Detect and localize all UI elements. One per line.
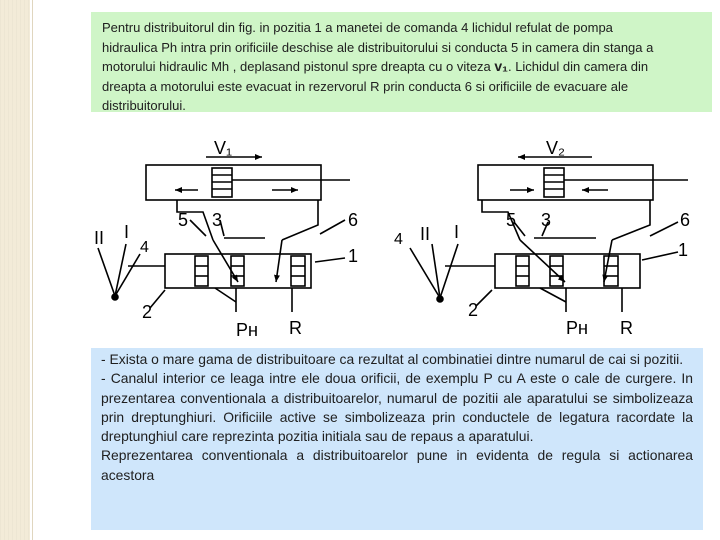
left-label-2: 2 [142,302,153,322]
right-lever-pivot [437,296,443,302]
left-velocity-label: V₁ [214,138,233,158]
right-velocity-label: V₂ [546,138,565,158]
right-label-3: 3 [541,210,552,230]
intro-line-3-end: . Lichidul din camera din [507,59,649,74]
intro-line-2: hidraulica Ph intra prin orificiile deschise ale distribuitorului si conducta 5 in camera din stanga a [102,39,654,55]
explanation-paragraph-3: Reprezentarea conventionala a distribuitoarelor pune in evidenta de regula si actionarea acestora [101,447,693,483]
left-label-3: 3 [212,210,223,230]
left-cylinder [146,165,321,200]
right-lever-label-4: 4 [394,231,403,248]
right-label-1: 1 [678,240,689,260]
explanation-text-box [91,348,703,530]
intro-line-5: distribuitorului. [102,98,186,113]
right-lever-position-I [440,244,458,298]
left-diagram [98,157,350,312]
right-label-5: 5 [506,210,517,230]
right-label-6: 6 [680,210,691,230]
right-port-return: R [620,318,633,338]
intro-line-1: Pentru distribuitorul din fig. in pozitia 1 a manetei de comanda 4 lichidul refulat de pompa [102,20,613,35]
left-lever-position-II [98,248,115,296]
left-valve-body [165,254,311,288]
right-port-pump: Pʜ [566,318,588,338]
explanation-paragraph-2: - Canalul interior ce leaga intre ele doua orificii, de exemplu P cu A este o cale de curgere. In prezentarea conventionala a distribuitoarelor, numarul de pozitii ale aparatului se simbolizeaza prin dreptunghiuri. Orificiile active se simbolizeaza prin conductele de legatura racordate la dreptunghiul care reprezinta pozitia initiala sau de repaus a aparatului. [101,370,693,445]
left-port-return: R [289,318,302,338]
left-lever-label-II: II [94,228,105,248]
right-cylinder [478,165,653,200]
right-lever-label-II: II [420,224,431,244]
intro-line-4: dreapta a motorului este evacuat in rezervorul R prin conducta 6 si orificiile de evacuare ale [102,78,629,94]
left-lever-label-I: I [124,222,130,242]
right-lever-label-I: I [454,222,460,242]
intro-line-3-start: motorului hidraulic Mh , deplasand pistonul spre dreapta cu o viteza [102,59,495,74]
left-lever-label-4: 4 [140,239,149,256]
velocity-symbol: v₁ [494,58,508,74]
left-label-6: 6 [348,210,359,230]
left-lever-pivot [112,294,118,300]
right-diagram [410,157,691,312]
explanation-paragraph-1: - Exista o mare gama de distribuitoare ca rezultat al combinatiei dintre numarul de cai si pozitii. [101,351,684,367]
left-port-pump: Pʜ [236,320,258,340]
right-label-2: 2 [468,300,479,320]
left-label-5: 5 [178,210,189,230]
left-label-1: 1 [348,246,359,266]
